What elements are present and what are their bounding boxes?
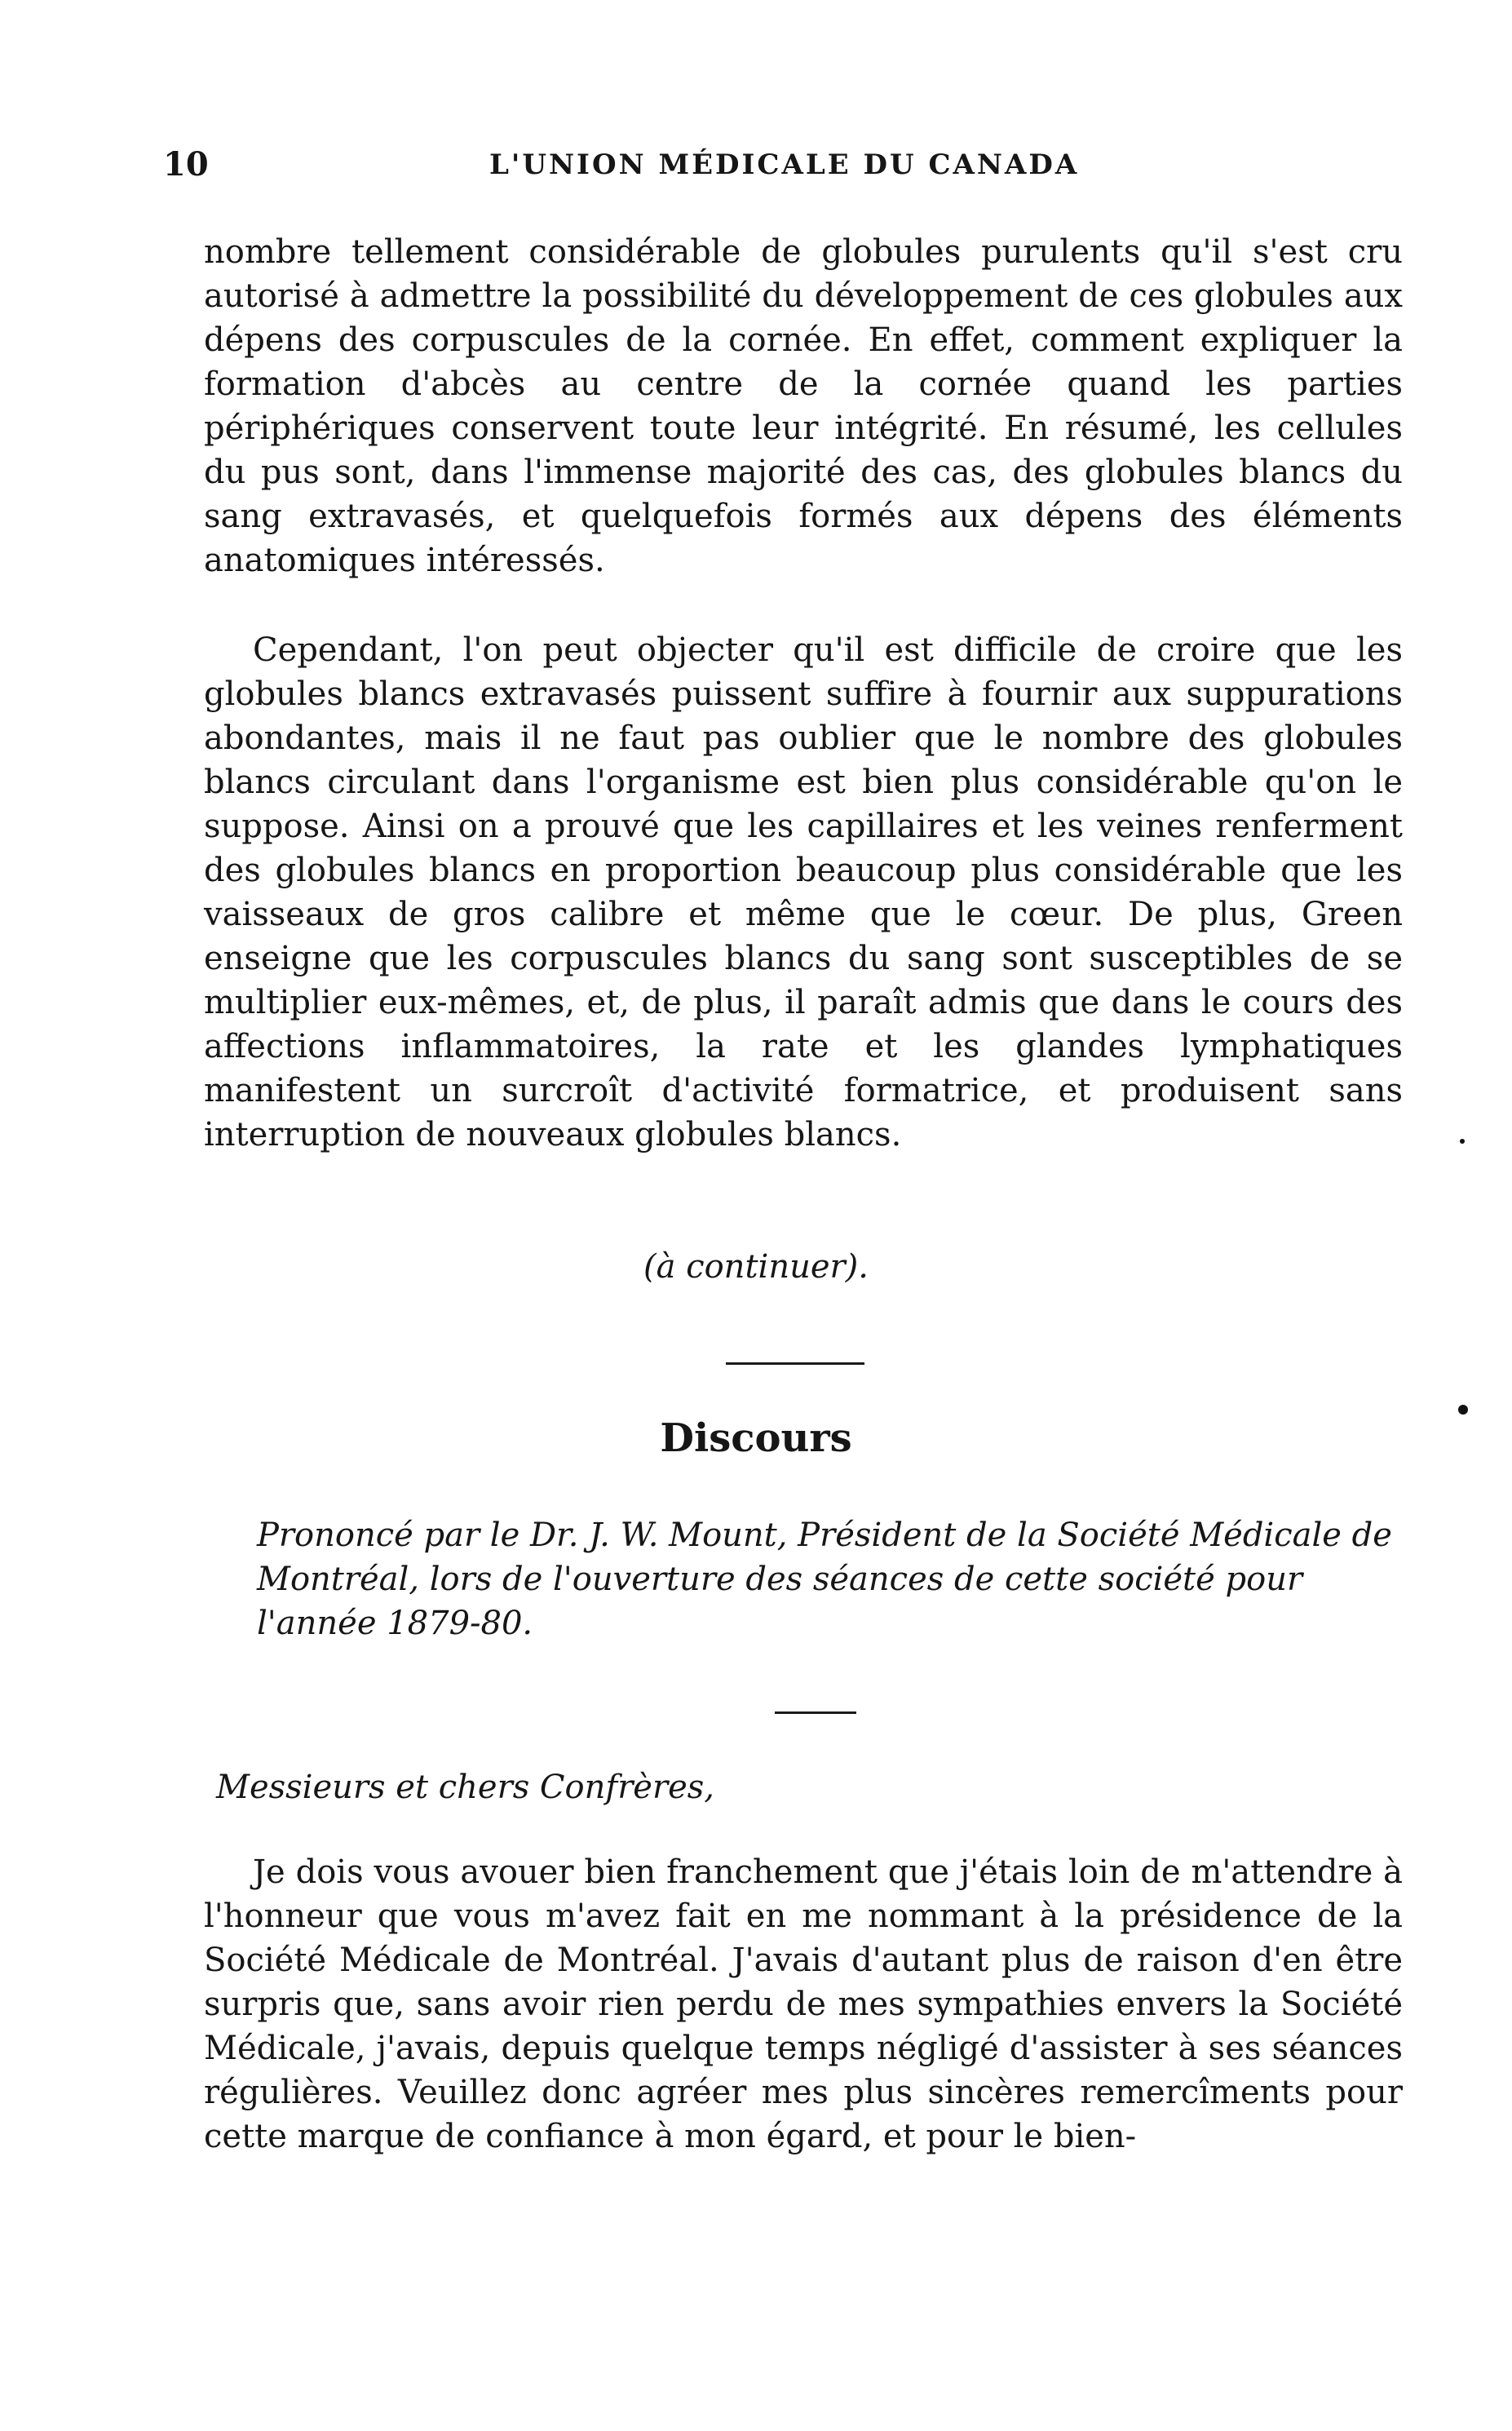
ink-speck — [1460, 1139, 1465, 1144]
speech-paragraph: Je dois vous avouer bien franchement que j'étais loin de m'attendre à l'honneur que vous m'avez fait en me nommant à la présidence de la Société Médicale de Montréal. J'avais d'autant plus de raison d'en être surpris que, sans avoir rien perdu de mes sympathies envers la Société Médicale, j'avais, depuis quelque temps négligé d'assister à ses séances régulières. Veuillez donc agréer mes plus sincères remercîments pour cette marque de confiance à mon égard, et pour le bien- — [204, 1853, 1403, 2155]
continuation-note: (à continuer). — [643, 1248, 869, 1286]
section-title: Discours — [660, 1415, 852, 1461]
paragraph-continued: nombre tellement considérable de globules purulents qu'il s'est cru autorisé à admettre la possibilité du développement de ces globules aux dépens des corpuscules de la cornée. En effet, comment expliquer la formation d'abcès au centre de la cornée quand les parties périphériques conservent toute leur intégrité. En résumé, les cellules du pus sont, dans l'immense majorité des cas, des globules blancs du sang extravasés, et quelquefois formés aux dépens des éléments anatomiques intéressés. — [204, 233, 1403, 579]
running-title: L'UNION MÉDICALE DU CANADA — [489, 148, 1080, 181]
section-divider-bottom — [775, 1711, 856, 1714]
paragraph-cependant: Cependant, l'on peut objecter qu'il est difficile de croire que les globules blancs extravasés puissent suffire à fournir aux suppurations abondantes, mais il ne faut pas oublier que le nombre des globules blancs circulant dans l'organisme est bien plus considérable qu'on le suppose. Ainsi on a prouvé que les capillaires et les veines renferment des globules blancs en proportion beaucoup plus considérable que les vaisseaux de gros calibre et même que le cœur. De plus, Green enseigne que les corpuscules blancs du sang sont susceptibles de se multiplier eux-mêmes, et, de plus, il paraît admis que dans le cours des affections inflammatoires, la rate et les glandes lymphatiques manifestent un surcroît d'activité formatrice, et produisent sans interruption de nouveaux globules blancs. — [204, 631, 1403, 1154]
speech-byline: Prononcé par le Dr. J. W. Mount, Président de la Société Médicale de Montréal, lors de l'ouverture des séances de cette société pour l'année 1879-80. — [257, 1517, 1392, 1642]
section-divider-top — [726, 1362, 864, 1365]
page-header — [163, 145, 1403, 194]
ink-speck — [1458, 1405, 1468, 1415]
speech-salutation: Messieurs et chers Confrères, — [216, 1769, 715, 1806]
page-number: 10 — [163, 145, 209, 184]
